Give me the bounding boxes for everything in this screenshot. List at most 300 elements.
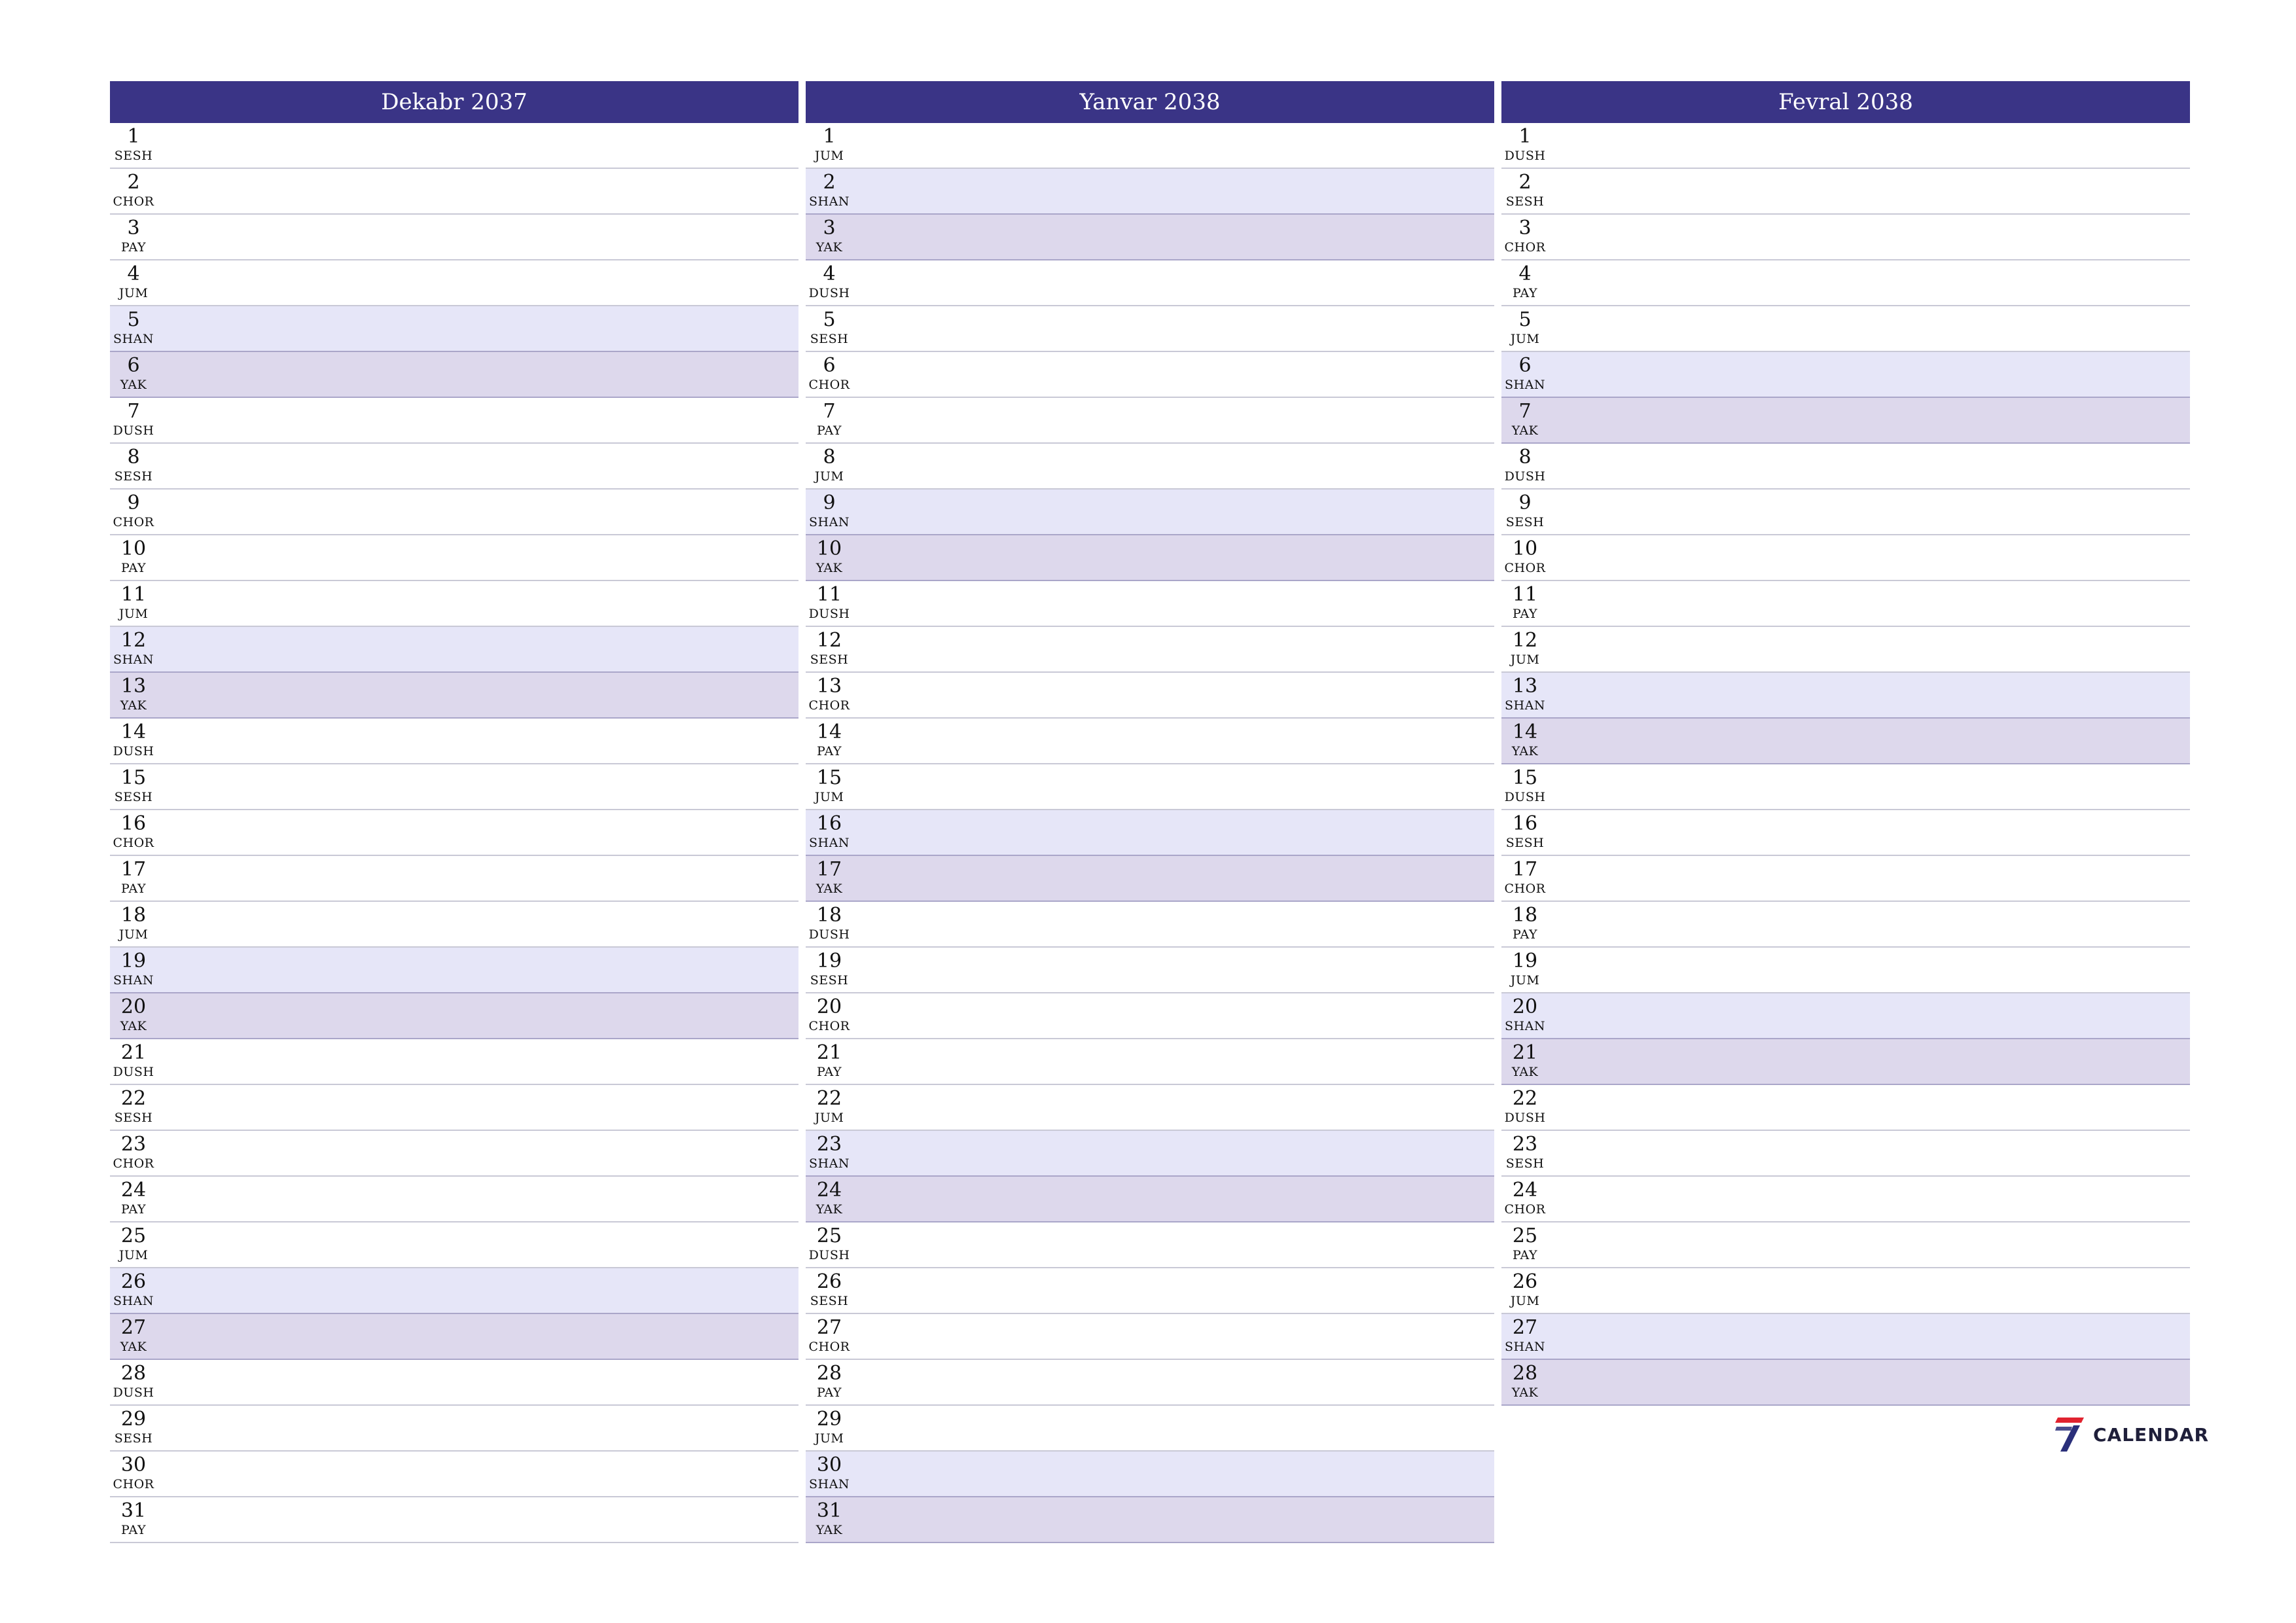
day-number: 16 [1512, 812, 1538, 835]
day-number: 13 [1512, 675, 1538, 698]
day-number: 2 [127, 171, 140, 194]
day-cell [808, 355, 850, 393]
day-number: 31 [120, 1499, 147, 1522]
day-row [806, 215, 1494, 260]
day-row [1501, 535, 2190, 581]
day-row [110, 673, 798, 719]
day-cell [113, 1042, 154, 1080]
day-cell [1504, 263, 1546, 301]
day-number: 21 [816, 1041, 842, 1064]
day-number: 3 [1518, 217, 1532, 240]
day-cell [808, 1454, 850, 1492]
day-number: 30 [816, 1454, 842, 1476]
day-row [110, 260, 798, 306]
day-row [110, 398, 798, 444]
weekday-name: CHOR [1504, 561, 1546, 575]
weekday-name: SHAN [113, 1294, 154, 1308]
weekday-name: JUM [1510, 332, 1540, 346]
day-cell [1504, 950, 1546, 988]
weekday-name: JUM [118, 607, 149, 621]
day-row [110, 1268, 798, 1314]
day-number: 9 [1518, 491, 1532, 514]
day-cell [113, 675, 154, 713]
day-cell [113, 996, 154, 1034]
day-number: 14 [120, 721, 147, 743]
day-row [1501, 993, 2190, 1039]
weekday-name: PAY [120, 240, 147, 255]
day-cell [808, 401, 850, 438]
day-row [1501, 627, 2190, 673]
day-row [110, 764, 798, 810]
day-row [806, 1314, 1494, 1360]
day-row [110, 810, 798, 856]
day-row [806, 856, 1494, 902]
day-list [1501, 123, 2190, 1406]
weekday-name: DUSH [808, 607, 850, 621]
day-cell [1504, 859, 1546, 897]
day-row [806, 993, 1494, 1039]
day-number: 25 [816, 1224, 842, 1247]
day-number: 15 [120, 766, 147, 789]
day-row [1501, 948, 2190, 993]
day-row [110, 627, 798, 673]
weekday-name: SESH [1505, 194, 1545, 209]
day-number: 12 [120, 629, 147, 652]
weekday-name: DUSH [808, 927, 850, 942]
weekday-name: PAY [120, 1523, 147, 1537]
month-title: Fevral 2038 [1501, 81, 2190, 123]
day-number: 22 [120, 1087, 147, 1110]
day-number: 12 [816, 629, 842, 652]
day-number: 18 [120, 904, 147, 927]
day-cell [1504, 492, 1546, 530]
day-row [806, 764, 1494, 810]
day-number: 17 [120, 858, 147, 881]
weekday-name: SESH [810, 1294, 849, 1308]
day-cell [808, 1363, 850, 1400]
day-cell [808, 1500, 850, 1538]
day-cell [113, 1454, 154, 1492]
day-cell [113, 584, 154, 622]
day-row [1501, 1039, 2190, 1085]
day-number: 2 [823, 171, 836, 194]
weekday-name: YAK [1511, 1065, 1539, 1079]
day-cell [1504, 446, 1546, 484]
day-cell [1504, 401, 1546, 438]
weekday-name: JUM [814, 1431, 844, 1446]
day-number: 26 [1512, 1270, 1538, 1293]
day-cell [1504, 584, 1546, 622]
day-cell [1504, 813, 1546, 851]
day-cell [1504, 904, 1546, 942]
day-number: 14 [1512, 721, 1538, 743]
day-row [1501, 1360, 2190, 1406]
weekday-name: CHOR [1504, 240, 1546, 255]
day-number: 23 [816, 1133, 842, 1156]
day-cell [1504, 1179, 1546, 1217]
weekday-name: SESH [114, 790, 153, 804]
day-cell [808, 904, 850, 942]
weekday-name: CHOR [808, 378, 850, 392]
day-list [110, 123, 798, 1543]
weekday-name: YAK [120, 378, 147, 392]
weekday-name: SESH [810, 332, 849, 346]
day-row [806, 123, 1494, 169]
day-number: 19 [1512, 950, 1538, 972]
day-cell [113, 813, 154, 851]
day-number: 11 [120, 583, 147, 606]
day-cell [1504, 1363, 1546, 1400]
day-number: 7 [1518, 400, 1532, 423]
weekday-name: DUSH [1504, 469, 1546, 484]
day-cell [1504, 996, 1546, 1034]
day-number: 27 [120, 1316, 147, 1339]
weekday-name: DUSH [1504, 1111, 1546, 1125]
day-row [1501, 306, 2190, 352]
day-number: 17 [1512, 858, 1538, 881]
weekday-name: DUSH [1504, 790, 1546, 804]
weekday-name: SHAN [113, 652, 154, 667]
day-cell [808, 538, 850, 576]
day-number: 14 [816, 721, 842, 743]
day-cell [808, 1225, 850, 1263]
weekday-name: DUSH [808, 286, 850, 300]
day-cell [808, 1042, 850, 1080]
day-number: 15 [816, 766, 842, 789]
day-number: 20 [1512, 995, 1538, 1018]
day-row [110, 1222, 798, 1268]
day-cell [113, 492, 154, 530]
day-row [110, 535, 798, 581]
day-number: 7 [127, 400, 140, 423]
day-row [806, 1360, 1494, 1406]
day-row [110, 1039, 798, 1085]
day-row [110, 719, 798, 764]
weekday-name: CHOR [1504, 882, 1546, 896]
weekday-name: SHAN [809, 1477, 850, 1491]
day-number: 27 [816, 1316, 842, 1339]
day-number: 8 [823, 446, 836, 469]
day-row [1501, 215, 2190, 260]
weekday-name: SHAN [809, 836, 850, 850]
weekday-name: SHAN [809, 515, 850, 529]
day-row [806, 535, 1494, 581]
weekday-name: SESH [114, 1111, 153, 1125]
day-row [1501, 1314, 2190, 1360]
weekday-name: SESH [1505, 836, 1545, 850]
day-number: 10 [120, 537, 147, 560]
day-row [806, 398, 1494, 444]
weekday-name: SESH [114, 1431, 153, 1446]
day-number: 4 [127, 262, 140, 285]
weekday-name: YAK [120, 1340, 147, 1354]
day-cell [1504, 1133, 1546, 1171]
day-cell [1504, 1271, 1546, 1309]
weekday-name: SHAN [1505, 378, 1545, 392]
day-number: 19 [120, 950, 147, 972]
day-row [110, 490, 798, 535]
day-cell [808, 721, 850, 759]
weekday-name: CHOR [113, 1477, 154, 1491]
weekday-name: PAY [816, 1065, 842, 1079]
day-number: 25 [120, 1224, 147, 1247]
day-number: 11 [816, 583, 842, 606]
day-cell [113, 1317, 154, 1355]
weekday-name: YAK [1511, 423, 1539, 438]
month-february-2038 [1501, 81, 2190, 1406]
day-cell [113, 1088, 154, 1126]
day-cell [113, 1363, 154, 1400]
day-number: 10 [816, 537, 842, 560]
day-number: 13 [120, 675, 147, 698]
day-row [806, 1085, 1494, 1131]
day-cell [808, 1271, 850, 1309]
day-number: 1 [823, 125, 836, 148]
weekday-name: CHOR [808, 698, 850, 713]
day-cell [808, 1179, 850, 1217]
day-row [806, 719, 1494, 764]
weekday-name: SESH [810, 973, 849, 988]
day-number: 25 [1512, 1224, 1538, 1247]
weekday-name: DUSH [113, 423, 154, 438]
weekday-name: DUSH [1504, 149, 1546, 163]
day-row [110, 581, 798, 627]
day-cell [1504, 1225, 1546, 1263]
day-number: 27 [1512, 1316, 1538, 1339]
day-row [110, 993, 798, 1039]
day-number: 22 [816, 1087, 842, 1110]
day-number: 8 [127, 446, 140, 469]
day-row [1501, 398, 2190, 444]
day-row [110, 1314, 798, 1360]
weekday-name: YAK [816, 561, 843, 575]
weekday-name: PAY [1512, 607, 1538, 621]
day-row [110, 1406, 798, 1452]
day-number: 5 [127, 308, 140, 331]
weekday-name: YAK [816, 1523, 843, 1537]
weekday-name: SESH [114, 149, 153, 163]
weekday-name: SESH [810, 652, 849, 667]
day-number: 30 [120, 1454, 147, 1476]
day-number: 6 [127, 354, 140, 377]
day-row [110, 1085, 798, 1131]
day-row [110, 306, 798, 352]
day-row [110, 856, 798, 902]
day-number: 24 [1512, 1179, 1538, 1202]
day-cell [1504, 126, 1546, 164]
weekday-name: DUSH [113, 1065, 154, 1079]
weekday-name: CHOR [113, 194, 154, 209]
day-row [110, 444, 798, 490]
day-row [1501, 810, 2190, 856]
weekday-name: JUM [814, 1111, 844, 1125]
day-cell [113, 171, 154, 209]
weekday-name: SESH [1505, 515, 1545, 529]
day-cell [808, 171, 850, 209]
day-row [110, 1452, 798, 1497]
day-number: 9 [823, 491, 836, 514]
day-row [806, 444, 1494, 490]
day-cell [808, 675, 850, 713]
day-cell [1504, 1088, 1546, 1126]
day-row [1501, 490, 2190, 535]
day-cell [808, 126, 850, 164]
day-cell [113, 355, 154, 393]
month-title: Yanvar 2038 [806, 81, 1494, 123]
day-cell [1504, 675, 1546, 713]
day-row [110, 1177, 798, 1222]
day-cell [113, 950, 154, 988]
seven-logo-icon [2054, 1415, 2087, 1454]
weekday-name: JUM [118, 1248, 149, 1262]
weekday-name: DUSH [113, 1385, 154, 1400]
day-row [806, 673, 1494, 719]
weekday-name: PAY [816, 744, 842, 758]
weekday-name: PAY [120, 561, 147, 575]
day-row [1501, 764, 2190, 810]
day-cell [1504, 1042, 1546, 1080]
day-row [1501, 581, 2190, 627]
day-row [110, 215, 798, 260]
weekday-name: SHAN [113, 332, 154, 346]
weekday-name: JUM [118, 927, 149, 942]
day-cell [113, 1500, 154, 1538]
day-row [806, 490, 1494, 535]
weekday-name: YAK [816, 1202, 843, 1217]
day-number: 21 [1512, 1041, 1538, 1064]
day-row [110, 1131, 798, 1177]
day-row [1501, 1131, 2190, 1177]
day-number: 28 [120, 1362, 147, 1385]
day-cell [808, 446, 850, 484]
day-number: 20 [120, 995, 147, 1018]
weekday-name: PAY [120, 1202, 147, 1217]
weekday-name: CHOR [113, 515, 154, 529]
weekday-name: SESH [114, 469, 153, 484]
day-cell [1504, 767, 1546, 805]
day-cell [113, 721, 154, 759]
weekday-name: JUM [118, 286, 149, 300]
weekday-name: DUSH [113, 744, 154, 758]
day-number: 24 [816, 1179, 842, 1202]
weekday-name: PAY [1512, 1248, 1538, 1262]
day-cell [808, 996, 850, 1034]
day-number: 28 [816, 1362, 842, 1385]
day-number: 1 [1518, 125, 1532, 148]
month-title: Dekabr 2037 [110, 81, 798, 123]
day-cell [1504, 1317, 1546, 1355]
day-cell [808, 813, 850, 851]
weekday-name: CHOR [808, 1340, 850, 1354]
day-number: 6 [1518, 354, 1532, 377]
day-number: 24 [120, 1179, 147, 1202]
day-cell [808, 1088, 850, 1126]
brand-text: CALENDAR [2093, 1423, 2210, 1446]
day-cell [808, 859, 850, 897]
day-cell [808, 263, 850, 301]
day-row [1501, 1222, 2190, 1268]
day-cell [1504, 309, 1546, 347]
day-number: 16 [120, 812, 147, 835]
day-number: 18 [816, 904, 842, 927]
day-cell [113, 401, 154, 438]
day-row [1501, 673, 2190, 719]
weekday-name: CHOR [113, 836, 154, 850]
day-number: 18 [1512, 904, 1538, 927]
day-row [1501, 719, 2190, 764]
day-cell [808, 1133, 850, 1171]
day-number: 10 [1512, 537, 1538, 560]
weekday-name: YAK [1511, 744, 1539, 758]
day-cell [113, 126, 154, 164]
day-number: 29 [816, 1408, 842, 1431]
weekday-name: JUM [1510, 652, 1540, 667]
weekday-name: YAK [120, 698, 147, 713]
day-row [1501, 123, 2190, 169]
weekday-name: PAY [1512, 927, 1538, 942]
weekday-name: JUM [814, 790, 844, 804]
day-cell [113, 538, 154, 576]
day-row [806, 627, 1494, 673]
weekday-name: SHAN [113, 973, 154, 988]
day-row [806, 260, 1494, 306]
day-row [806, 902, 1494, 948]
weekday-name: SHAN [1505, 1019, 1545, 1033]
day-row [1501, 856, 2190, 902]
weekday-name: YAK [120, 1019, 147, 1033]
day-cell [1504, 171, 1546, 209]
day-row [806, 169, 1494, 215]
day-row [1501, 902, 2190, 948]
month-january-2038 [806, 81, 1494, 1543]
day-cell [1504, 721, 1546, 759]
weekday-name: PAY [120, 882, 147, 896]
weekday-name: YAK [816, 882, 843, 896]
day-cell [808, 584, 850, 622]
day-row [1501, 444, 2190, 490]
brand-logo [2054, 1415, 2209, 1454]
weekday-name: CHOR [1504, 1202, 1546, 1217]
day-number: 29 [120, 1408, 147, 1431]
day-number: 6 [823, 354, 836, 377]
weekday-name: SHAN [809, 194, 850, 209]
day-cell [1504, 538, 1546, 576]
day-number: 26 [816, 1270, 842, 1293]
day-number: 4 [823, 262, 836, 285]
day-number: 15 [1512, 766, 1538, 789]
weekday-name: YAK [816, 240, 843, 255]
day-row [1501, 1177, 2190, 1222]
month-december-2037 [110, 81, 798, 1543]
day-cell [113, 904, 154, 942]
day-number: 28 [1512, 1362, 1538, 1385]
day-row [806, 352, 1494, 398]
day-cell [113, 446, 154, 484]
day-list [806, 123, 1494, 1543]
weekday-name: SHAN [1505, 1340, 1545, 1354]
day-cell [113, 1408, 154, 1446]
day-number: 4 [1518, 262, 1532, 285]
weekday-name: YAK [1511, 1385, 1539, 1400]
day-cell [113, 1133, 154, 1171]
day-number: 5 [1518, 308, 1532, 331]
day-number: 11 [1512, 583, 1538, 606]
weekday-name: JUM [1510, 973, 1540, 988]
day-row [110, 902, 798, 948]
weekday-name: DUSH [808, 1248, 850, 1262]
day-number: 23 [1512, 1133, 1538, 1156]
weekday-name: PAY [816, 423, 842, 438]
